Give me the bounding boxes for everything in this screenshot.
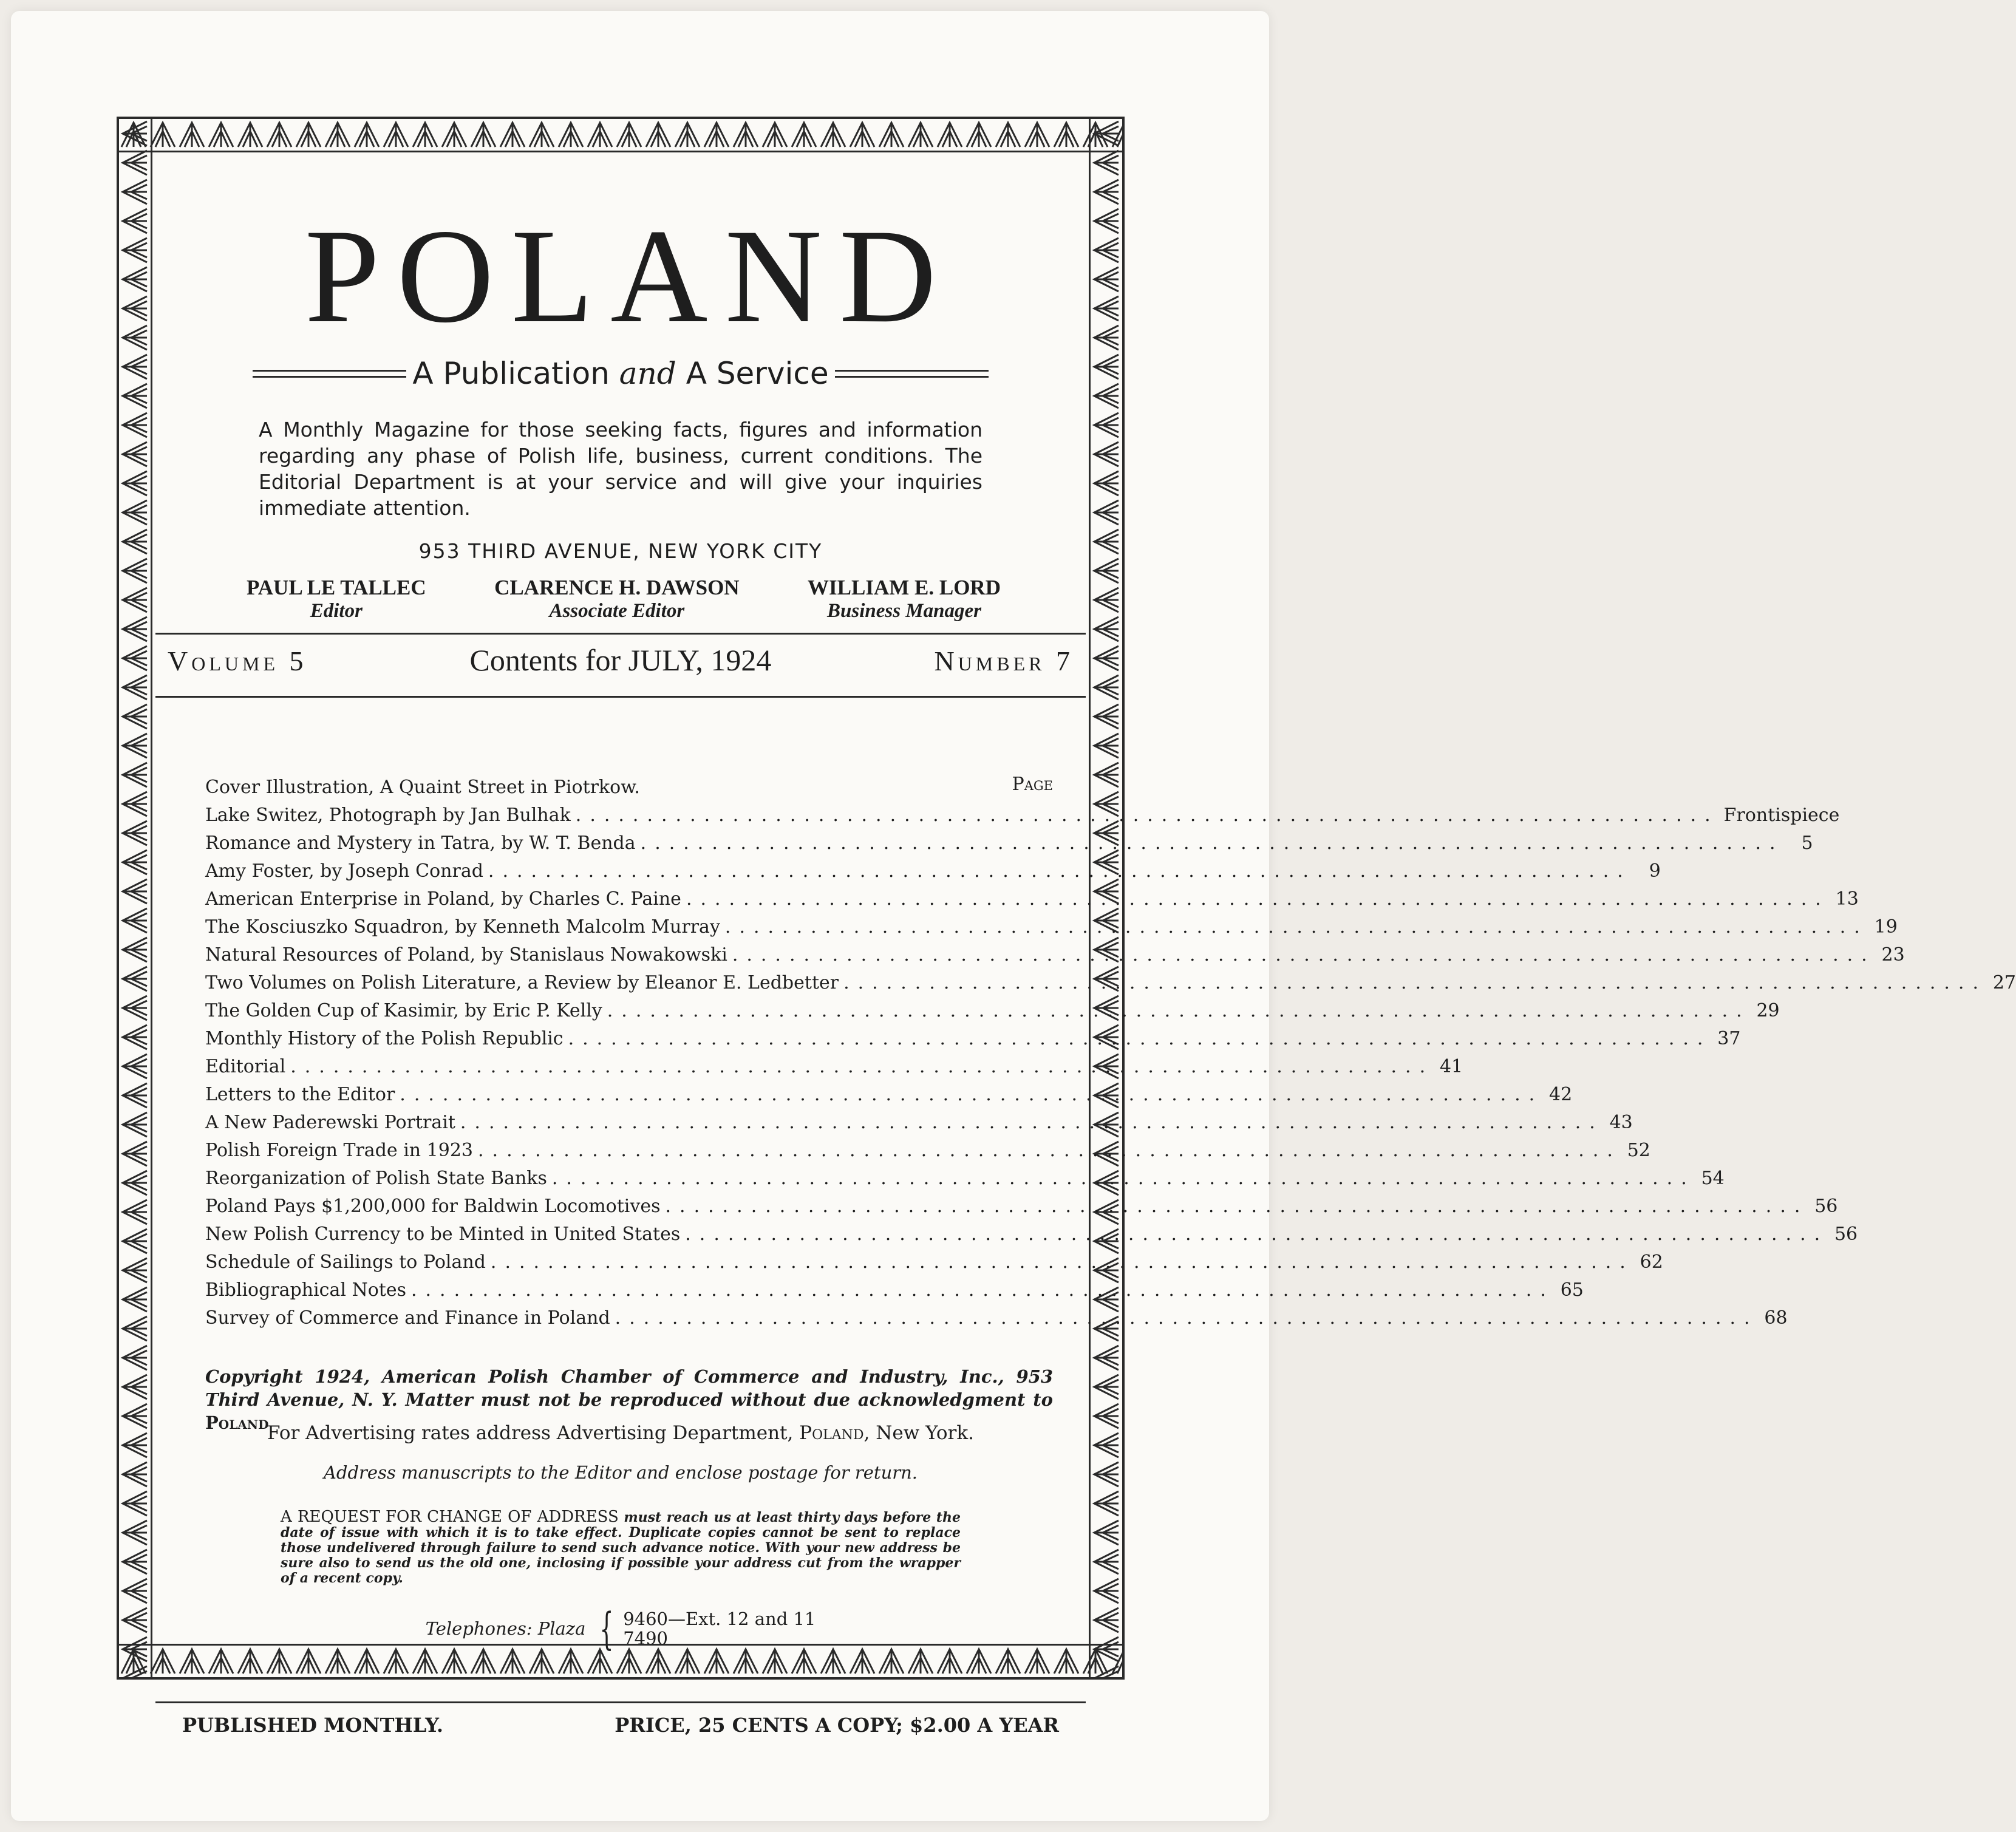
toc-entry [205,1109,1633,1137]
toc-entry-page: 56 [1814,1196,1838,1217]
footer [182,1714,1059,1737]
toc-entry-title: Amy Foster, by Joseph Conrad [205,860,483,882]
dot-leader: ................................................................................ [460,1112,1604,1133]
change-of-address-notice [281,1510,961,1586]
dot-leader: ................................................................................ [410,1279,1555,1301]
staff-role: Business Manager [827,600,981,622]
toc-entry-page: 9 [1649,860,1661,882]
dot-leader: ................................................................................ [488,860,1632,882]
toc-entry-title: Schedule of Sailings to Poland [205,1251,486,1273]
toc-entry [205,774,1053,802]
toc-entry-page: 41 [1439,1056,1463,1077]
brace-glyph: { [599,1603,614,1654]
dot-leader: ................................................................................ [843,972,1987,993]
dot-leader: ................................................................................ [607,1000,1751,1021]
toc-entry-title: Editorial [205,1056,286,1077]
ornament-border-left [119,119,152,1677]
office-address: 953 THIRD AVENUE, NEW YORK CITY [418,539,823,563]
toc-entry [205,969,2016,997]
issue-line [168,642,1074,678]
staff-name: PAUL LE TALLEC [247,576,426,599]
toc-entry-page: 29 [1756,1000,1780,1021]
toc-entry [205,1081,1573,1109]
double-rule-left [253,370,406,378]
dot-leader: ................................................................................ [615,1307,1759,1329]
subtitle-part-3: A Service [676,356,829,391]
subtitle-part-1: A Publication [412,356,619,391]
dot-leader: ................................................................................ [490,1251,1634,1273]
toc-entry [205,802,1840,829]
publication-frequency: PUBLISHED MONTHLY. [182,1714,444,1737]
phone-number: 9460—Ext. 12 and 11 [623,1609,816,1629]
staff-editor [247,576,426,622]
staff-role: Editor [310,600,363,622]
toc-entry-title: A New Paderewski Portrait [205,1112,455,1133]
toc-entry-page: 27 [1992,972,2016,993]
double-rule-right [835,370,989,378]
staff-name: WILLIAM E. LORD [808,576,1001,599]
toc-entry-page: 19 [1874,916,1898,938]
request-heading: A REQUEST FOR CHANGE OF ADDRESS [281,1508,619,1526]
telephones-label: Telephones: Plaza [425,1618,586,1639]
toc-entry-title: Survey of Commerce and Finance in Poland [205,1307,610,1329]
rule-below-contents [155,696,1086,698]
toc-entry-page: 52 [1627,1140,1650,1161]
dot-leader: ................................................................................ [568,1028,1712,1049]
toc-entry-page: Frontispiece [1723,805,1840,826]
rule-above-contents [155,633,1086,635]
frame-content [155,155,2016,1737]
toc-entry-title: Lake Switez, Photograph by Jan Bulhak [205,805,571,826]
intro-paragraph: A Monthly Magazine for those seeking facts, figures and information regarding any phase of Polish life, business, current conditions. The Editorial Department is at your service and will give your inquiries immediate attention. [259,418,982,520]
toc-entry [205,1221,1858,1248]
masthead-title: POLAND [304,202,954,351]
dot-leader: ................................................................................ [290,1056,1434,1077]
toc-entry-title: Monthly History of the Polish Republic [205,1028,564,1049]
toc-entry-page: 23 [1881,944,1905,965]
toc-entry-title: Bibliographical Notes [205,1279,406,1301]
dot-leader: ................................................................................ [478,1140,1621,1161]
toc-entry [205,1053,1463,1081]
toc-entry-title: Natural Resources of Poland, by Stanislaus Nowakowski [205,944,727,965]
advert-magazine-name: Poland [799,1422,864,1444]
dot-leader: ................................................................................ [685,1224,1829,1245]
toc-entry [205,1193,1838,1221]
toc-entry [205,857,1661,885]
toc-entry-page: 43 [1609,1112,1633,1133]
copyright-magazine-name: Poland [205,1412,269,1433]
phone-number: 7490 [623,1628,668,1649]
toc-entry-title: Poland Pays $1,200,000 for Baldwin Locomotives [205,1196,661,1217]
staff-business-manager [808,576,1001,622]
toc-entry [205,885,1859,913]
toc-entry-page: 42 [1549,1084,1573,1105]
advertising-note [155,1422,1086,1444]
number-label: Number 7 [934,645,1074,676]
toc-entry-title: The Golden Cup of Kasimir, by Eric P. Kelly [205,1000,602,1021]
dot-leader: ................................................................................ [732,944,1876,965]
toc-entry [205,1248,1663,1276]
telephone-numbers [623,1609,816,1648]
toc-entry-title: American Enterprise in Poland, by Charles C. Paine [205,888,681,910]
toc-entry-title: Romance and Mystery in Tatra, by W. T. Benda [205,833,636,854]
toc-entry-title: Reorganization of Polish State Banks [205,1168,547,1189]
toc-entry-title: New Polish Currency to be Minted in United States [205,1224,681,1245]
masthead-subtitle [253,356,989,391]
toc-entry [205,941,1905,969]
manuscripts-note: Address manuscripts to the Editor and enclose postage for return. [323,1462,918,1483]
toc-entry [205,1137,1650,1165]
toc-entry-page: 13 [1835,888,1859,910]
dot-leader: ................................................................................ [686,888,1830,910]
toc-entry-page: 56 [1834,1224,1858,1245]
subtitle-part-2: and [619,356,676,391]
toc-entry [205,997,1780,1025]
dot-leader: ................................................................................ [575,805,1719,826]
request-text: must reach us at least thirty days before the date of issue with which it is to take effect. Duplicate copies cannot be sent to replace those undelivered through failure to send such advance notice. With your new address be sure also to send us the old one, inclosing if possible your address cut from the wrapper of a recent copy. [281,1510,961,1586]
toc-entry-page: 68 [1764,1307,1788,1329]
toc-entry [205,1276,1584,1304]
table-of-contents: Page Cover Illustration, A Quaint Street in Piotrkow. Lake Switez, Photograph by Jan Bulhak ................................................................................ Frontispiece Romance and Mystery in Tatra, by W. T. Benda ................................................................................ 5 Amy Foster, by Joseph Conrad ................................................................................ 9 American Enterprise in Poland, by Charles C. Paine ................................................................................ 13 The Kosciuszko Squadron, by Kenneth Malcolm Murray ................................................................................ 19 Natural Resources of Poland, by Stanislaus Nowakowski ................................................................................ 23 Two Volumes on Polish Literature, a Review by Eleanor E. Ledbetter ................................................................................ 27 The Golden Cup of Kasimir, by Eric P. Kelly ................................................................................ 29 Monthly History of the Polish Republic ................................................................................ 37 Editorial ................................................................................ 41 Letters to the Editor ................................................................................ 42 A New Paderewski Portrait ................................................................................ 43 Polish Foreign Trade in 1923 ................................................................................ 52 Reorganization of Polish State Banks ................................................................................ 54 Poland Pays $1,200,000 for Baldwin Locomotives ................................................................................ 56 New Polish Currency to be Minted in United States ................................................................................ 56 Schedule of Sailings to Poland ................................................................................ 62 Bibliographical Notes ................................................................................ 65 Survey of Commerce and Finance in Poland ................................................................................ 68 [205,774,1053,1332]
toc-entry-page: 37 [1717,1028,1741,1049]
advert-text-2: , New York. [863,1422,974,1444]
toc-entry [205,913,1898,941]
toc-entry-title: Polish Foreign Trade in 1923 [205,1140,473,1161]
staff-list [247,576,1001,622]
toc-entry [205,829,1813,857]
staff-name: CLARENCE H. DAWSON [494,576,740,599]
toc-entry-page: 5 [1801,833,1813,854]
toc-entry-title: Two Volumes on Polish Literature, a Review by Eleanor E. Ledbetter [205,972,839,993]
volume-label: Volume 5 [168,645,307,676]
toc-entry-title: Letters to the Editor [205,1084,395,1105]
toc-entry [205,1304,1788,1332]
toc-entry-page: 54 [1701,1168,1725,1189]
toc-entry [205,1025,1741,1053]
dot-leader: ................................................................................ [400,1084,1544,1105]
advert-text-1: For Advertising rates address Advertising Department, [267,1422,800,1444]
toc-entry-page: 65 [1560,1279,1584,1301]
dot-leader: ................................................................................ [551,1168,1695,1189]
toc-entry [205,1165,1725,1193]
dot-leader: ................................................................................ [640,833,1784,854]
contents-heading: Contents for JULY, 1924 [469,643,772,677]
toc-entry-title: The Kosciuszko Squadron, by Kenneth Malcolm Murray [205,916,720,938]
price-info: PRICE, 25 CENTS A COPY; $2.00 A YEAR [615,1714,1059,1737]
ornament-border-top [119,119,1122,152]
rule-above-footer [155,1701,1086,1703]
ornamental-frame [117,117,2016,1737]
staff-associate-editor [494,576,740,622]
staff-role: Associate Editor [549,600,685,622]
copyright-text: Copyright 1924, American Polish Chamber of Commerce and Industry, Inc., 953 Third Avenue, N. Y. Matter must not be reproduced without due acknowledgment to [205,1366,1053,1410]
toc-entry-page: 62 [1640,1251,1663,1273]
telephones [155,1603,1086,1654]
dot-leader: ................................................................................ [724,916,1868,938]
toc-entry-title: Cover Illustration, A Quaint Street in Piotrkow. [205,777,640,798]
dot-leader: ................................................................................ [665,1196,1809,1217]
